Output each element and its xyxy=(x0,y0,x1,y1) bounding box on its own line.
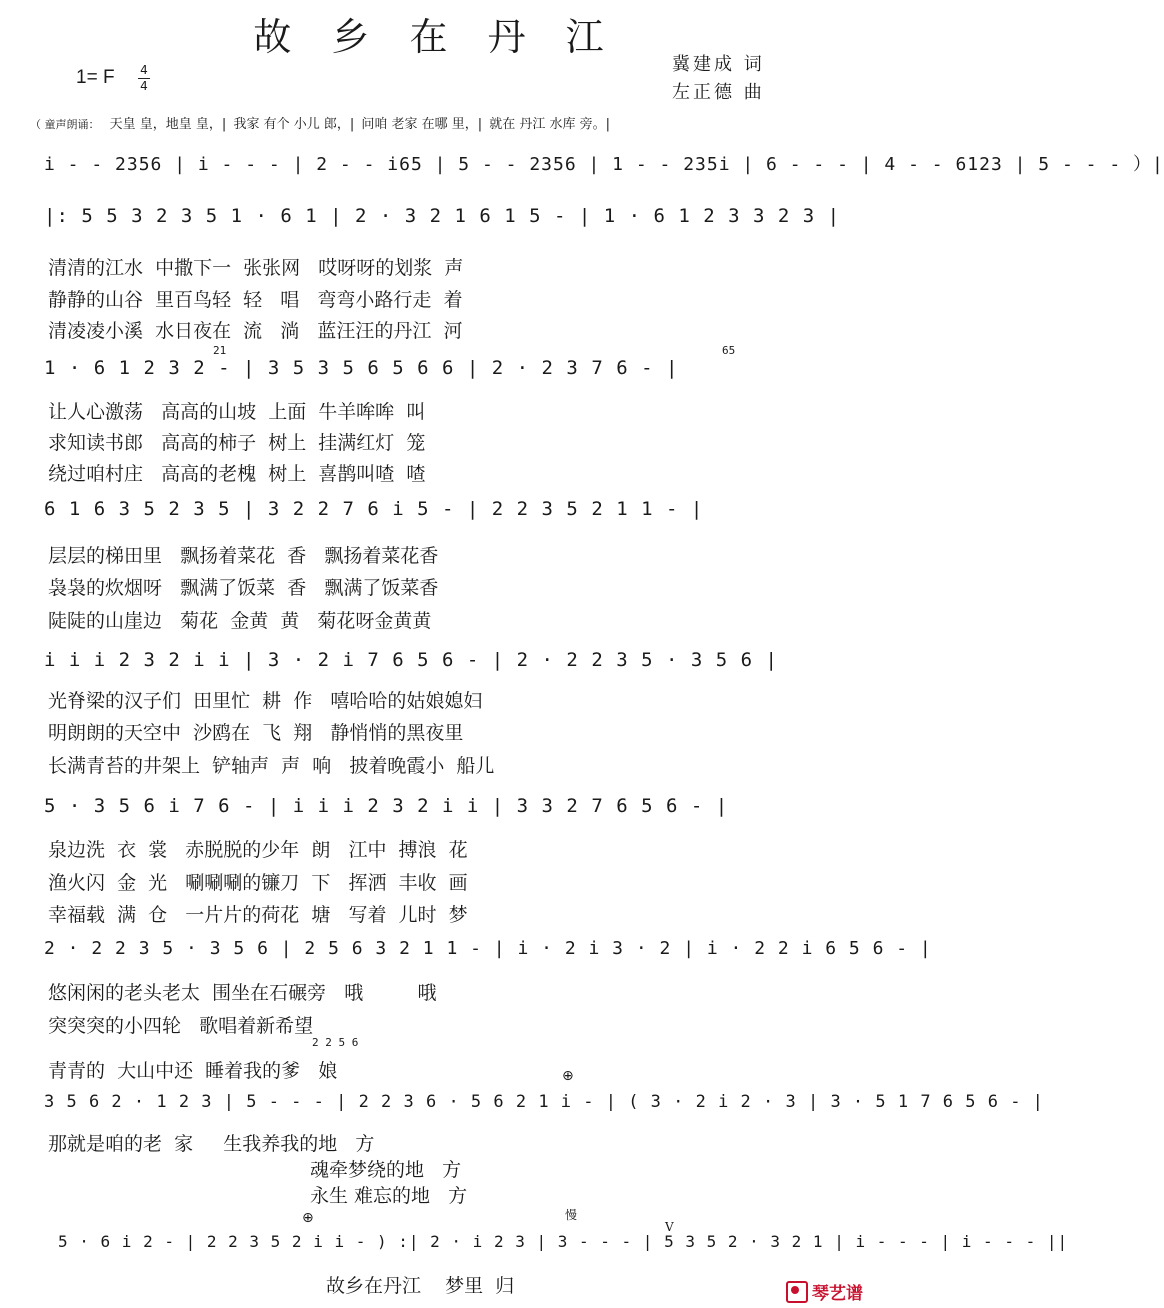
upper-small-notes: 2 2 5 6 xyxy=(312,1036,359,1049)
key-signature: 1= F xyxy=(76,67,115,88)
lyric-line: 静静的山谷 里百鸟轻 轻 唱 弯弯小路行走 着 xyxy=(48,289,463,311)
coda-icon: ⊕ xyxy=(562,1068,574,1084)
tempo-slow-mark: 慢 xyxy=(565,1208,578,1222)
composer-credit: 左正德 曲 xyxy=(672,82,765,103)
lyric-line: 那就是咱的老 家 生我养我的地 方 xyxy=(48,1133,375,1155)
song-title: 故 乡 在 丹 江 xyxy=(253,15,618,59)
brand-logo[interactable] xyxy=(786,1279,863,1304)
staff-line-7: 3 5 6 2 · 1 2 3 | 5 - - - | 2 2 3 6 · 5 6 2 1 i - | ( 3 · 2 i 2 · 3 | 3 · 5 1 7 6 5 6 - | xyxy=(44,1092,1044,1112)
meter-top: 4 xyxy=(140,63,148,77)
narration-segment: 天皇 皇，地皇 皇，| xyxy=(109,117,227,132)
lyric-line: 突突突的小四轮 歌唱着新希望 xyxy=(48,1015,314,1037)
lyric-line: 绕过咱村庄 高高的老槐 树上 喜鹊叫喳 喳 xyxy=(48,463,426,485)
lyric-line: 永生 难忘的地 方 xyxy=(310,1185,468,1207)
staff-line-8: 5 · 6 i 2 - | 2 2 3 5 2 i i - ) :| 2 · i 2 3 | 3 - - - | 5 3 5 2 · 3 2 1 | i - - - | i - - - || xyxy=(58,1232,1069,1251)
lyric-line: 陡陡的山崖边 菊花 金黄 黄 菊花呀金黄黄 xyxy=(48,610,432,632)
meter-bottom: 4 xyxy=(140,79,148,93)
narration-segment: 我家 有个 小儿 郎，| xyxy=(233,117,355,132)
lyric-line: 层层的梯田里 飘扬着菜花 香 飘扬着菜花香 xyxy=(48,545,439,567)
narration-line xyxy=(30,113,840,132)
intro-staff: i - - 2356 | i - - - | 2 - - i65 | 5 - - 2356 | 1 - - 235i | 6 - - - | 4 - - 6123 | 5 - - - ）| xyxy=(44,154,1164,175)
narration-label: （ 童声朗诵： xyxy=(30,118,100,131)
lyric-line: 袅袅的炊烟呀 飘满了饭菜 香 飘满了饭菜香 xyxy=(48,577,439,599)
lyric-line: 幸福载 满 仓 一片片的荷花 塘 写着 儿时 梦 xyxy=(48,904,468,926)
staff-line-1: |: 5 5 3 2 3 5 1 · 6 1 | 2 · 3 2 1 6 1 5 - | 1 · 6 1 2 3 3 2 3 | xyxy=(44,205,841,227)
lyric-line: 青青的 大山中还 睡着我的爹 娘 xyxy=(48,1060,338,1082)
lyric-line: 悠闲闲的老头老太 围坐在石碾旁 哦 哦 xyxy=(48,982,437,1004)
brand-name: 琴艺谱 xyxy=(812,1284,863,1304)
lyricist-credit: 冀建成 词 xyxy=(672,54,765,75)
breath-mark: V xyxy=(665,1220,674,1234)
lyric-line: 清清的江水 中撒下一 张张网 哎呀呀的划浆 声 xyxy=(48,257,464,279)
staff-line-5: 5 · 3 5 6 i 7 6 - | i i i 2 3 2 i i | 3 3 2 7 6 5 6 - | xyxy=(44,795,729,817)
staff-line-3: 6 1 6 3 5 2 3 5 | 3 2 2 7 6 i 5 - | 2 2 3 5 2 1 1 - | xyxy=(44,498,704,520)
time-signature xyxy=(138,64,150,93)
logo-icon xyxy=(786,1281,808,1303)
lyric-line: 魂牵梦绕的地 方 xyxy=(310,1159,462,1181)
lyric-line: 让人心激荡 高高的山坡 上面 牛羊哞哞 叫 xyxy=(48,401,426,423)
staff-line-6: 2 · 2 2 3 5 · 3 5 6 | 2 5 6 3 2 1 1 - | i · 2 i 3 · 2 | i · 2 2 i 6 5 6 - | xyxy=(44,938,932,959)
grace-note: 65 xyxy=(722,344,736,357)
lyric-line: 渔火闪 金 光 唰唰唰的镰刀 下 挥洒 丰收 画 xyxy=(48,872,468,894)
grace-note: 21 xyxy=(213,344,227,357)
lyric-line: 泉边洗 衣 裳 赤脱脱的少年 朗 江中 搏浪 花 xyxy=(48,839,468,861)
lyric-line: 光脊梁的汉子们 田里忙 耕 作 嘻哈哈的姑娘媳妇 xyxy=(48,690,483,712)
lyric-line: 长满青苔的井架上 铲轴声 声 响 披着晚霞小 船儿 xyxy=(48,755,495,777)
lyric-line: 明朗朗的天空中 沙鸥在 飞 翔 静悄悄的黑夜里 xyxy=(48,722,464,744)
lyric-line: 清凌凌小溪 水日夜在 流 淌 蓝汪汪的丹江 河 xyxy=(48,320,463,342)
lyric-line: 求知读书郎 高高的柿子 树上 挂满红灯 笼 xyxy=(48,432,426,454)
narration-segment: 就在 丹江 水库 旁。| xyxy=(489,117,611,132)
lyric-line: 故乡在丹江 梦里 归 xyxy=(326,1275,515,1297)
staff-line-2: 1 · 6 1 2 3 2 - | 3 5 3 5 6 5 6 6 | 2 · 2 3 7 6 - | xyxy=(44,357,679,379)
narration-segment: 问咱 老家 在哪 里，| xyxy=(361,117,483,132)
coda-icon: ⊕ xyxy=(302,1210,314,1226)
staff-line-4: i i i 2 3 2 i i | 3 · 2 i 7 6 5 6 - | 2 · 2 2 3 5 · 3 5 6 | xyxy=(44,649,778,671)
